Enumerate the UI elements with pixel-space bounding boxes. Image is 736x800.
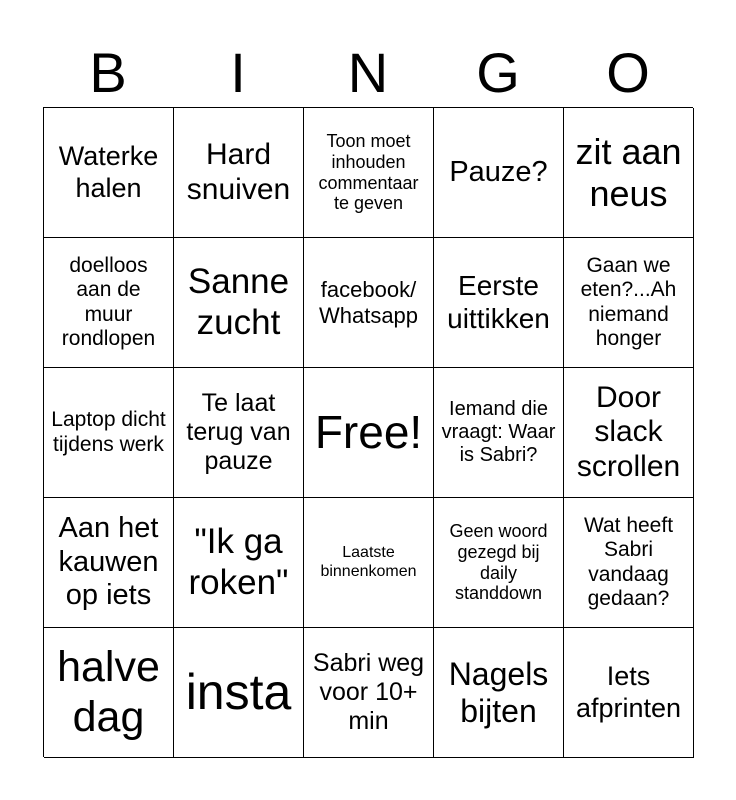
bingo-cell[interactable]: Iets afprinten (564, 628, 694, 758)
header-letter-n: N (347, 41, 389, 104)
bingo-cell[interactable]: halve dag (44, 628, 174, 758)
bingo-header (43, 40, 693, 106)
bingo-cell[interactable]: insta (174, 628, 304, 758)
header-letter-b: B (89, 41, 127, 104)
bingo-cell[interactable]: Toon moet inhouden commentaar te geven (304, 108, 434, 238)
bingo-cell free-space[interactable]: Free! (304, 368, 434, 498)
bingo-cell[interactable]: doelloos aan de muur rondlopen (44, 238, 174, 368)
bingo-cell[interactable]: Aan het kauwen op iets (44, 498, 174, 628)
bingo-cell[interactable]: Door slack scrollen (564, 368, 694, 498)
bingo-cell[interactable]: Eerste uittikken (434, 238, 564, 368)
bingo-cell[interactable]: Laatste binnenkomen (304, 498, 434, 628)
bingo-cell[interactable]: Sabri weg voor 10+ min (304, 628, 434, 758)
bingo-cell[interactable]: Geen woord gezegd bij daily standdown (434, 498, 564, 628)
bingo-cell[interactable]: zit aan neus (564, 108, 694, 238)
header-letter-g: G (476, 41, 520, 104)
bingo-cell[interactable]: Te laat terug van pauze (174, 368, 304, 498)
bingo-cell[interactable]: Wat heeft Sabri vandaag gedaan? (564, 498, 694, 628)
bingo-cell[interactable]: Iemand die vraagt: Waar is Sabri? (434, 368, 564, 498)
header-letter-o: O (606, 41, 650, 104)
bingo-cell[interactable]: Hard snuiven (174, 108, 304, 238)
bingo-cell[interactable]: Waterke halen (44, 108, 174, 238)
bingo-cell[interactable]: Gaan we eten?...Ah niemand honger (564, 238, 694, 368)
bingo-cell[interactable]: Laptop dicht tijdens werk (44, 368, 174, 498)
bingo-cell[interactable]: facebook/ Whatsapp (304, 238, 434, 368)
bingo-cell[interactable]: "Ik ga roken" (174, 498, 304, 628)
bingo-cell[interactable]: Pauze? (434, 108, 564, 238)
header-letter-i: I (230, 41, 246, 104)
bingo-cell[interactable]: Sanne zucht (174, 238, 304, 368)
bingo-board (43, 107, 693, 757)
bingo-cell[interactable]: Nagels bijten (434, 628, 564, 758)
